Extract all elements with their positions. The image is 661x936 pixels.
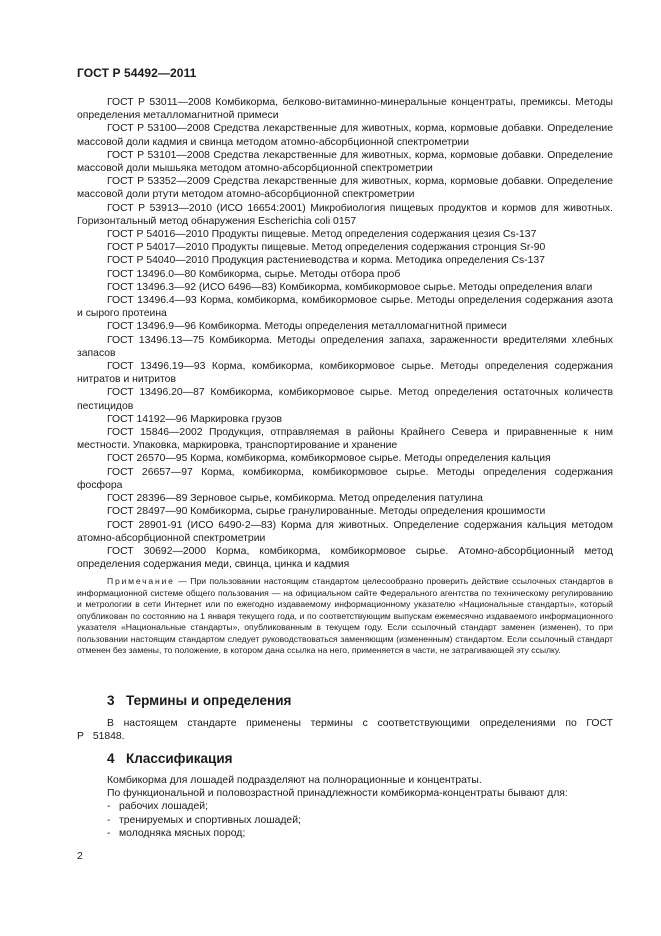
reference-item: ГОСТ 13496.0—80 Комбикорма, сырье. Методы отбора проб xyxy=(107,268,401,280)
reference-item: ГОСТ Р 54016—2010 Продукты пищевые. Метод определения содержания цезия Cs-137 xyxy=(107,229,537,241)
reference-item: ГОСТ Р 53100—2008 Средства лекарственные для животных, корма, кормовые добавки. Определение массовой доли кадмия и свинца методом атомно-абсорбционной спектрометрии xyxy=(77,123,613,148)
reference-item: ГОСТ 26570—95 Корма, комбикорма, комбикормовое сырье. Методы определения кальция xyxy=(107,453,551,465)
section-4-list xyxy=(77,800,613,840)
list-item: - молодняка мясных пород; xyxy=(107,827,246,839)
section-3-text: В настоящем стандарте применены термины с соответствующими определениями по ГОСТ Р 51848. xyxy=(77,718,613,743)
list-item: - рабочих лошадей; xyxy=(107,801,208,813)
section-3-title: Термины и определения xyxy=(126,693,292,708)
reference-item: ГОСТ 30692—2000 Корма, комбикорма, комбикормовое сырье. Атомно-абсорбционный метод определения содержания меди, свинца, цинка и кадмия xyxy=(77,545,613,571)
document-header: ГОСТ Р 54492—2011 xyxy=(77,66,197,80)
note-text: — При пользовании настоящим стандартом целесообразно проверить действие ссылочных стандартов в информационной системе общего пользования — на официальном сайте Федерального агентства по техническому регулированию и метрологии в сети Интернет или по ежегодно издаваемому информационному указателю «Национальные стандарты», который опубликован по состоянию на 1 января текущего года, и по соответствующим выпускам ежемесячно издаваемого информационного указателя «Национальные стандарты», опубликованным в текущем году. Если ссылочный стандарт заменен (изменен), то при пользовании настоящим стандартом следует руководствоваться заменяющим (измененным) стандартом. Если ссылочный стандарт отменен без замены, то положение, в котором дана ссылка на него, применяется в части, не затрагивающей эту ссылку. xyxy=(77,576,614,655)
section-4-heading xyxy=(107,751,233,766)
reference-item: ГОСТ Р 53011—2008 Комбикорма, белково-витаминно-минеральные концентраты, премиксы. Методы определения металломагнитной примеси xyxy=(77,97,613,122)
reference-item: ГОСТ 13496.13—75 Комбикорма. Методы определения запаха, зараженности вредителями хлебных запасов xyxy=(77,334,613,359)
reference-item: ГОСТ 13496.9—96 Комбикорма. Методы определения металломагнитной примеси xyxy=(107,321,507,333)
section-4-number: 4 xyxy=(107,751,115,766)
normative-references-list xyxy=(77,96,613,571)
reference-item: ГОСТ 13496.19—93 Корма, комбикорма, комбикормовое сырье. Методы определения содержания нитратов и нитритов xyxy=(77,361,613,386)
reference-item: ГОСТ 28497—90 Комбикорма, сырье гранулированные. Методы определения крошимости xyxy=(107,506,546,518)
reference-item: ГОСТ 13496.3—92 (ИСО 6496—83) Комбикорма, комбикормовое сырье. Методы определения влаги xyxy=(107,281,593,293)
reference-item: ГОСТ Р 53352—2009 Средства лекарственные для животных, корма, кормовые добавки. Определение массовой доли ртути методом атомно-абсорбционной спектрометрии xyxy=(77,176,613,201)
reference-item: ГОСТ 14192—96 Маркировка грузов xyxy=(107,413,283,425)
section-4-title: Классификация xyxy=(126,751,233,766)
reference-item: ГОСТ 28901-91 (ИСО 6490-2—83) Корма для животных. Определение содержания кальция методом атомно-абсорбционной спектрометрии xyxy=(77,519,613,544)
section-4-paragraph-2: По функциональной и половозрастной принадлежности комбикорма-концентраты бывают для: xyxy=(107,788,568,800)
note-label: Примечание xyxy=(107,576,175,586)
reference-item: ГОСТ 13496.4—93 Корма, комбикорма, комбикормовое сырье. Методы определения содержания азота и сырого протеина xyxy=(77,295,613,320)
page-number: 2 xyxy=(77,851,83,862)
reference-item: ГОСТ Р 53101—2008 Средства лекарственные для животных, корма, кормовые добавки. Определение массовой доли мышьяка методом атомно-абсорбционной спектрометрии xyxy=(77,149,613,175)
reference-item: ГОСТ 15846—2002 Продукция, отправляемая в районы Крайнего Севера и приравненные к ним местности. Упаковка, маркировка, транспортирование и хранение xyxy=(77,427,613,452)
reference-item: ГОСТ 28396—89 Зерновое сырье, комбикорма. Метод определения патулина xyxy=(107,493,483,505)
section-3-heading xyxy=(107,693,291,708)
reference-item: ГОСТ Р 54017—2010 Продукты пищевые. Метод определения содержания стронция Sr-90 xyxy=(107,242,546,254)
section-4-body xyxy=(77,774,613,840)
section-3-number: 3 xyxy=(107,693,115,708)
reference-item: ГОСТ 13496.20—87 Комбикорма, комбикормовое сырье. Метод определения остаточных количеств пестицидов xyxy=(77,387,613,412)
reference-item: ГОСТ Р 53913—2010 (ИСО 16654:2001) Микробиология пищевых продуктов и кормов для животных. Горизонтальный метод обнаружения Escherichia coli 0157 xyxy=(77,202,613,227)
section-4-paragraph-1: Комбикорма для лошадей подразделяют на полнорационные и концентраты. xyxy=(107,775,482,786)
reference-item: ГОСТ 26657—97 Корма, комбикорма, комбикормовое сырье. Методы определения содержания фосфора xyxy=(77,466,613,491)
list-item: - тренируемых и спортивных лошадей; xyxy=(107,814,301,826)
reference-item: ГОСТ Р 54040—2010 Продукция растениеводства и корма. Методика определения Cs-137 xyxy=(107,255,545,267)
note-paragraph xyxy=(77,576,613,657)
